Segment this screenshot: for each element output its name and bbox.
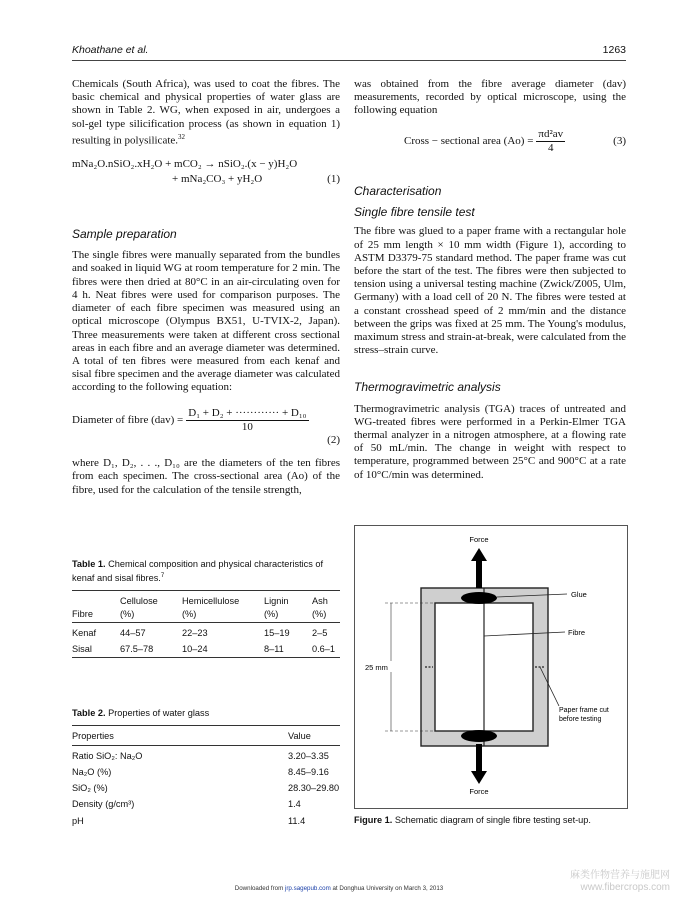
table-row: Kenaf 44–57 22–23 15–19 2–5 bbox=[72, 623, 340, 642]
table-row: Density (g/cm³) 1.4 bbox=[72, 799, 301, 810]
citation-ref: 32 bbox=[178, 132, 186, 141]
table-1-header-cellulose: Cellulose (%) bbox=[120, 596, 158, 620]
equation-2 bbox=[72, 407, 340, 448]
equation-2-fraction bbox=[186, 407, 308, 434]
table-row: Ratio SiO₂: Na₂O 3.20–3.35 bbox=[72, 745, 340, 764]
page-number: 1263 bbox=[602, 44, 626, 56]
equation-3-fraction bbox=[536, 128, 565, 155]
table-1-header-lignin: Lignin (%) bbox=[264, 596, 289, 620]
table-row: pH 11.4 bbox=[72, 815, 306, 826]
characterisation-heading: Characterisation bbox=[354, 184, 442, 199]
table-2-header-value: Value bbox=[288, 731, 311, 741]
table-1-ref: 7 bbox=[160, 573, 165, 579]
figure-1-label: Figure 1. bbox=[354, 815, 393, 825]
watermark-line-1: 麻类作物营养与施肥网 bbox=[570, 870, 670, 881]
left-column-text bbox=[72, 78, 340, 497]
continued-paragraph: was obtained from the fibre average diameter (dav) measurements, recorded by optical microscope, using the following equation bbox=[354, 78, 626, 117]
figure-1-caption: Figure 1. Schematic diagram of single fibre testing set-up. bbox=[354, 815, 591, 825]
tga-paragraph: Thermogravimetric analysis (TGA) traces of untreated and WG-treated fibres were performed in a Perkin-Elmer TGA thermal analyzer in a nitrogen atmosphere, at a flowing rate of 50 mL/min. The change in weight with respect to temperature, programmed between 25°C and 900°C at a rate of 10°C/min was determined. bbox=[354, 402, 626, 481]
equation-1-line-1: mNa₂O.nSiO₂.xH₂O + mCO₂ → nSiO₂.(x − y)H₂O bbox=[72, 157, 298, 170]
watermark-line-2: www.fibercrops.com bbox=[580, 882, 670, 893]
force-bottom-label: Force bbox=[469, 787, 489, 796]
table-2-caption: Table 2. Properties of water glass bbox=[72, 708, 210, 718]
sample-preparation-heading: Sample preparation bbox=[72, 227, 177, 242]
tensile-test-paragraph: The fibre was glued to a paper frame with a rectangular hole of 25 mm length × 10 mm width (Figure 1), according to ASTM D3379-75 standard method. The paper frame was cut before the start of the test. The fibres were then subjected to tension using a universal testing machine (Zwick/Z005, Ulm, Germany) with a load cell of 20 N. The fibres were tested at a constant crosshead speed of 2 mm/min and the distance between the grips was fixed at 25 mm. The Young's modulus, maximum stress and strain-at-break, were calculated from the stress–strain curve. bbox=[354, 225, 626, 357]
force-top-arrow bbox=[471, 548, 487, 588]
equation-3-number: (3) bbox=[613, 134, 626, 147]
table-1-header-hemicellulose: Hemicellulose (%) bbox=[182, 596, 240, 620]
equation-3 bbox=[354, 128, 626, 155]
figure-1-diagram bbox=[355, 526, 627, 808]
table-row: Na₂O (%) 8.45–9.16 bbox=[72, 766, 329, 777]
header-rule bbox=[72, 60, 626, 61]
table-2-header-properties: Properties bbox=[72, 731, 114, 741]
equation-3-numerator: πd²av bbox=[536, 128, 565, 142]
footer-link[interactable]: jrp.sagepub.com bbox=[285, 885, 331, 892]
table-1-header-ash: Ash (%) bbox=[312, 596, 328, 620]
download-footer: Downloaded from jrp.sagepub.com at Donghua University on March 3, 2013 bbox=[234, 885, 444, 892]
sample-preparation-paragraph: The single fibres were manually separated from the bundles and soaked in liquid WG at room temperature for 2 min. The fibres were then dried at 80°C in an air-circulating oven for 4 h. Neat fibres were used for comparison purposes. The diameter of each fibre specimen was measured using an optical microscope (Olympus BX51, U-TVIX-2, Japan). Three measurements were taken at different cross sectional areas in each fibre and an average diameter was determined. A total of ten fibres were measured from each kenaf and sisal fibre specimen and the average diameter was calculated according to the following equation: bbox=[72, 249, 340, 394]
equation-2-numerator: D₁ + D₂ + ············ + D₁₀ bbox=[186, 407, 308, 421]
table-row: SiO₂ (%) 28.30–29.80 bbox=[72, 783, 340, 794]
equation-2-denominator: 10 bbox=[241, 420, 253, 433]
table-2 bbox=[72, 707, 340, 829]
equation-3-lhs: Cross − sectional area (Ao) = bbox=[404, 134, 534, 147]
fibre-label: Fibre bbox=[568, 628, 586, 637]
intro-paragraph: Chemicals (South Africa), was used to coat the fibres. The basic chemical and physical properties of water glass are shown in Table 2. WG, when exposed in air, undergoes a sol-gel type silicification process (as shown in equation 1) resulting in polysilicate.$^{32}$ bbox=[72, 78, 340, 147]
table-1-caption: Table 1. Chemical composition and physical characteristics of kenaf and sisal fibres.$^7$ bbox=[72, 559, 324, 584]
glue-label: Glue bbox=[571, 590, 587, 599]
equation-1 bbox=[72, 158, 340, 186]
equation-2-number: (2) bbox=[327, 433, 340, 446]
table-1-label: Table 1. bbox=[72, 559, 106, 569]
glue-top-ellipse bbox=[461, 592, 497, 604]
table-1 bbox=[72, 558, 340, 658]
cut-label-line-1: Paper frame cut bbox=[559, 707, 609, 714]
figure-1-box bbox=[354, 525, 628, 809]
force-top-label: Force bbox=[469, 535, 489, 544]
equation-1-number: (1) bbox=[327, 172, 340, 185]
right-column-text bbox=[354, 78, 626, 482]
glue-bottom-ellipse bbox=[461, 730, 497, 742]
table-1-header-fibre: Fibre bbox=[72, 609, 93, 620]
after-equation-2-paragraph: where D₁, D₂, . . ., D₁₀ are the diameters of the ten fibres from each specimen. The cross-sectional area (Ao) of the fibre, used for the calculation of the tensile strength, bbox=[72, 457, 340, 496]
equation-2-lhs: Diameter of fibre (dav) = bbox=[72, 413, 184, 426]
tga-heading: Thermogravimetric analysis bbox=[354, 380, 501, 395]
equation-3-denominator: 4 bbox=[548, 141, 554, 154]
table-1-grid bbox=[72, 590, 340, 658]
running-title: Khoathane et al. bbox=[72, 44, 149, 56]
table-2-label: Table 2. bbox=[72, 708, 106, 718]
watermark bbox=[570, 870, 670, 894]
tensile-test-heading: Single fibre tensile test bbox=[354, 205, 475, 220]
cut-label-line-2: before testing bbox=[559, 716, 602, 723]
table-row: Sisal 67.5–78 10–24 8–11 0.6–1 bbox=[72, 643, 335, 654]
table-2-grid bbox=[72, 725, 340, 829]
force-bottom-arrow bbox=[471, 744, 487, 784]
equation-1-line-2: + mNa₂CO₃ + yH₂O bbox=[172, 172, 263, 185]
dimension-label: 25 mm bbox=[365, 663, 388, 672]
